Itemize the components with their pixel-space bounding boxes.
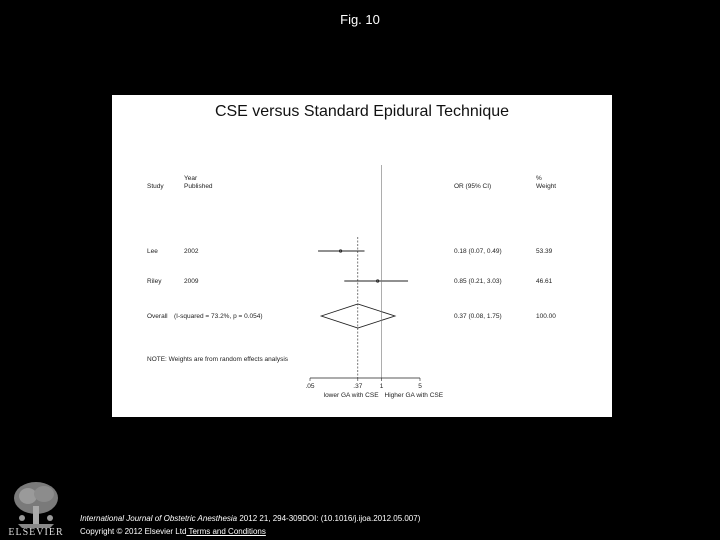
x-tick-label: .37 xyxy=(353,383,363,390)
chart-title: CSE versus Standard Epidural Technique xyxy=(214,103,510,120)
copyright-text: Copyright © 2012 Elsevier Ltd xyxy=(80,527,187,536)
study-weight-box xyxy=(340,251,341,252)
publisher-logo-text: ELSEVIER xyxy=(8,527,64,538)
study-effect-label: 0.85 (0.21, 3.03) xyxy=(454,278,502,285)
header-year: Year xyxy=(184,175,198,182)
elsevier-tree-logo xyxy=(8,478,64,534)
overall-effect-label: 0.37 (0.08, 1.75) xyxy=(454,313,502,320)
study-year: 2009 xyxy=(184,278,199,285)
header-study: Study xyxy=(147,183,164,190)
header-weight: Weight xyxy=(536,183,557,190)
forest-plot-figure xyxy=(112,95,612,417)
journal-name: International Journal of Obstetric Anesthesia xyxy=(80,514,238,523)
study-weight-label: 46.61 xyxy=(536,278,553,285)
overall-heterogeneity: (I-squared = 73.2%, p = 0.054) xyxy=(174,313,263,320)
study-year: 2002 xyxy=(184,248,199,255)
x-tick-label: 5 xyxy=(418,383,422,390)
plot-area xyxy=(142,125,608,415)
study-weight-box xyxy=(377,281,378,282)
x-tick-label: 1 xyxy=(379,383,384,390)
terms-link[interactable]: Terms and Conditions xyxy=(186,527,266,536)
study-name: Lee xyxy=(147,248,158,255)
figure-label: Fig. 10 xyxy=(340,12,380,27)
study-effect-label: 0.18 (0.07, 0.49) xyxy=(454,248,502,255)
forest-plot-svg xyxy=(142,125,608,415)
footnote: NOTE: Weights are from random effects analysis xyxy=(147,356,289,363)
x-axis-label-right: Higher GA with CSE xyxy=(384,392,444,399)
x-axis-label-left: lower GA with CSE xyxy=(323,392,379,399)
study-weight-label: 53.39 xyxy=(536,248,553,255)
header-published: Published xyxy=(184,183,213,190)
overall-label: Overall xyxy=(147,313,168,320)
x-tick-label: .05 xyxy=(305,383,315,390)
header-weight-symbol: % xyxy=(536,175,542,182)
citation-details: 2012 21, 294-309DOI: (10.1016/j.ijoa.2012.05.007) xyxy=(237,514,421,523)
header-effect: OR (95% CI) xyxy=(454,183,492,190)
copyright xyxy=(80,527,266,536)
citation xyxy=(80,514,420,523)
overall-weight-label: 100.00 xyxy=(536,313,556,320)
study-name: Riley xyxy=(147,278,162,285)
